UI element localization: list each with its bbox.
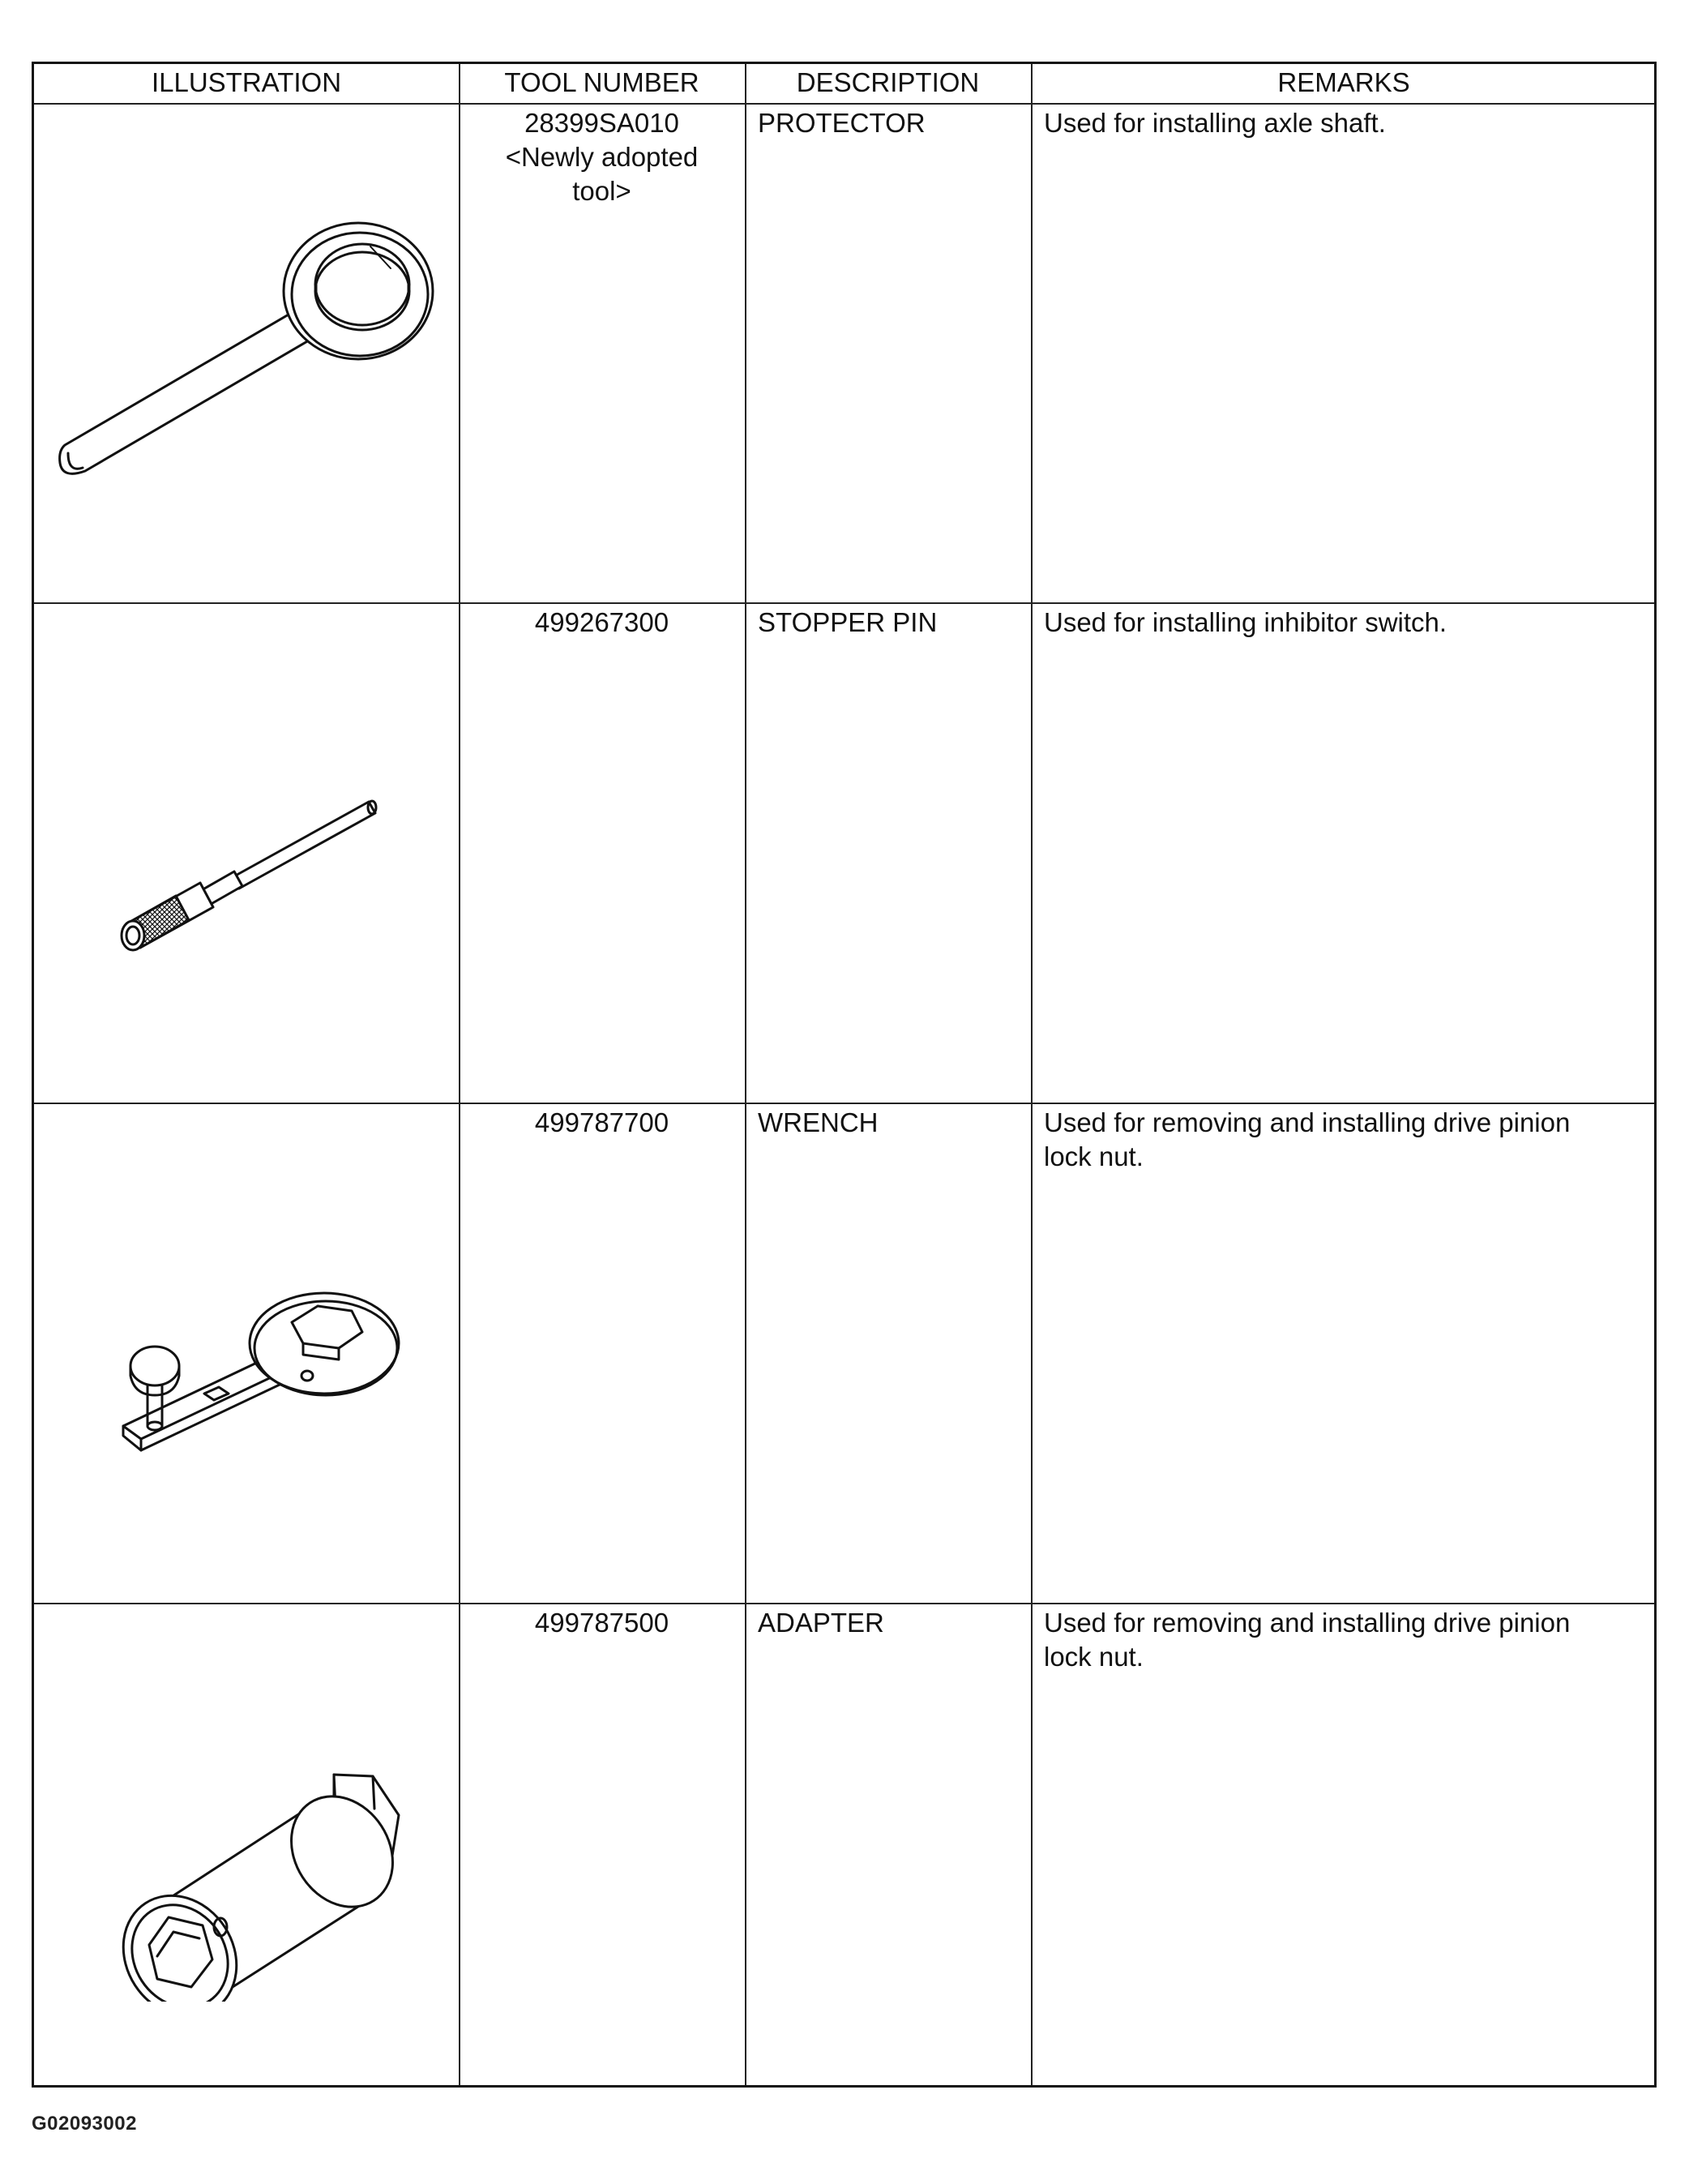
header-remarks: REMARKS — [1277, 67, 1410, 97]
wrench-tool-icon — [115, 1264, 423, 1475]
remarks-cell — [1044, 1606, 1644, 1674]
remarks-cell — [1044, 1106, 1644, 1174]
column-divider — [745, 64, 746, 2085]
tool-note: tool> — [572, 176, 631, 206]
tool-number: 499787500 — [534, 1608, 669, 1638]
description-cell: PROTECTOR — [758, 108, 926, 138]
column-divider — [1031, 64, 1033, 2085]
description-cell: WRENCH — [758, 1107, 879, 1137]
row-divider — [34, 602, 1654, 604]
tool-number: 28399SA010 — [524, 108, 679, 138]
remarks-line: lock nut. — [1044, 1642, 1144, 1672]
tool-number: 499267300 — [534, 607, 669, 637]
tool-number: 499787700 — [534, 1107, 669, 1137]
special-tools-table — [32, 62, 1657, 2088]
tool-number-cell — [459, 106, 745, 208]
header-tool-number: TOOL NUMBER — [504, 67, 699, 97]
description-cell: ADAPTER — [758, 1608, 884, 1638]
tool-note: <Newly adopted — [505, 142, 699, 172]
header-description: DESCRIPTION — [796, 67, 980, 97]
column-divider — [459, 64, 460, 2085]
protector-tool-icon — [50, 210, 439, 502]
description-cell: STOPPER PIN — [758, 607, 938, 637]
header-divider — [34, 103, 1654, 105]
row-divider — [34, 1603, 1654, 1604]
row-divider — [34, 1103, 1654, 1104]
remarks-line: lock nut. — [1044, 1141, 1144, 1171]
adapter-socket-icon — [99, 1758, 423, 2002]
stopper-pin-icon — [111, 761, 387, 956]
header-illustration: ILLUSTRATION — [151, 67, 342, 97]
remarks-line: Used for removing and installing drive pinion — [1044, 1107, 1571, 1137]
remarks-line: Used for removing and installing drive pinion — [1044, 1608, 1571, 1638]
figure-code: G02093002 — [32, 2113, 137, 2135]
remarks-cell: Used for installing inhibitor switch. — [1044, 607, 1447, 637]
remarks-cell: Used for installing axle shaft. — [1044, 108, 1386, 138]
